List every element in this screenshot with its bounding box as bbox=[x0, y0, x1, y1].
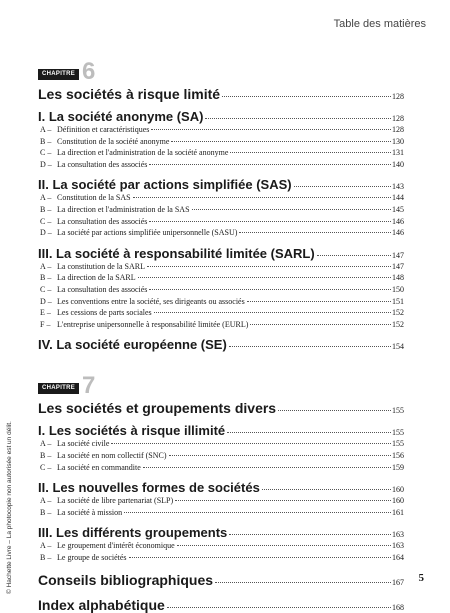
section-entry-label: III. La société à responsabilité limitée (SARL) bbox=[38, 245, 315, 261]
section-entry[interactable] bbox=[38, 525, 404, 540]
page-ref: 147 bbox=[392, 250, 404, 260]
section-entry-label: IV. La société européenne (SE) bbox=[38, 337, 227, 353]
page-ref: 155 bbox=[392, 406, 404, 416]
page-number: 5 bbox=[418, 572, 424, 584]
subsection-entry[interactable] bbox=[38, 540, 404, 552]
item-letter: D – bbox=[40, 296, 52, 306]
item-letter: A – bbox=[40, 541, 52, 551]
section-entry-label: II. La société par actions simplifiée (SAS) bbox=[38, 177, 292, 193]
subsection-entry-label bbox=[40, 450, 167, 462]
subsection-entry-label bbox=[40, 507, 122, 519]
page-ref: 130 bbox=[392, 136, 404, 146]
subsection-entry-label bbox=[40, 495, 173, 507]
dot-leader bbox=[175, 500, 391, 501]
subsection-entry[interactable] bbox=[38, 462, 404, 474]
page-ref: 164 bbox=[392, 552, 404, 562]
item-letter: B – bbox=[40, 136, 52, 146]
item-text: Le groupe de sociétés bbox=[57, 552, 127, 562]
item-letter: A – bbox=[40, 193, 52, 203]
subsection-entry-label bbox=[40, 124, 149, 136]
dot-leader bbox=[149, 221, 391, 222]
item-letter: C – bbox=[40, 148, 52, 158]
item-text: La société à mission bbox=[57, 507, 123, 517]
item-letter: F – bbox=[40, 319, 51, 329]
item-text: La direction et l'administration de la SAS bbox=[57, 204, 190, 214]
section-entry-label: III. Les différents groupements bbox=[38, 525, 228, 541]
dot-leader bbox=[250, 324, 391, 325]
item-text: La société en commandite bbox=[57, 462, 141, 472]
section-entry[interactable] bbox=[38, 177, 404, 192]
page-ref: 163 bbox=[392, 541, 404, 551]
copyright-notice: © Hachette Livre – La photocopie non autorisée est un délit. bbox=[6, 421, 13, 594]
dot-leader bbox=[138, 277, 391, 278]
dot-leader bbox=[154, 312, 391, 313]
subsection-entry-label bbox=[40, 192, 131, 204]
subsection-entry-label bbox=[40, 159, 147, 171]
page-ref: 160 bbox=[392, 485, 404, 495]
subsection-entry-label bbox=[40, 296, 245, 308]
dot-leader bbox=[229, 534, 391, 535]
running-header: Table des matières bbox=[333, 18, 426, 30]
item-letter: A – bbox=[40, 496, 52, 506]
dot-leader bbox=[129, 557, 391, 558]
dot-leader bbox=[149, 289, 391, 290]
appendix-entry-label: Index alphabétique bbox=[38, 597, 165, 613]
page-ref: 146 bbox=[392, 228, 404, 238]
item-letter: B – bbox=[40, 507, 52, 517]
section-entry-label: I. Les sociétés à risque illimité bbox=[38, 423, 226, 439]
subsection-entry[interactable] bbox=[38, 438, 404, 450]
dot-leader bbox=[317, 255, 391, 256]
page-ref: 151 bbox=[392, 296, 404, 306]
subsection-entry-label bbox=[40, 261, 145, 273]
subsection-entry-label bbox=[40, 462, 141, 474]
chapter-heading bbox=[38, 58, 404, 85]
subsection-entry-label bbox=[40, 552, 127, 564]
item-letter: A – bbox=[40, 125, 52, 134]
item-letter: A – bbox=[40, 439, 52, 449]
section-entry[interactable] bbox=[38, 109, 404, 124]
item-text: La direction de la SARL bbox=[57, 273, 136, 283]
dot-leader bbox=[230, 152, 391, 153]
item-text: La société en nom collectif (SNC) bbox=[57, 450, 167, 460]
item-text: La direction et l'administration de la société anonyme bbox=[57, 148, 229, 158]
page-ref: 152 bbox=[392, 308, 404, 318]
subsection-entry[interactable] bbox=[38, 552, 404, 564]
table-of-contents bbox=[38, 58, 404, 613]
subsection-entry[interactable] bbox=[38, 307, 404, 319]
dot-leader bbox=[143, 467, 391, 468]
subsection-entry[interactable] bbox=[38, 261, 404, 273]
dot-leader bbox=[171, 141, 391, 142]
page-ref: 159 bbox=[392, 462, 404, 472]
dot-leader bbox=[192, 209, 391, 210]
subsection-entry-label bbox=[40, 319, 248, 331]
dot-leader bbox=[167, 607, 391, 608]
dot-leader bbox=[124, 512, 391, 513]
item-letter: C – bbox=[40, 462, 52, 472]
item-text: La constitution de la SARL bbox=[57, 261, 145, 271]
item-text: La société civile bbox=[57, 439, 110, 449]
subsection-entry[interactable] bbox=[38, 192, 404, 204]
dot-leader bbox=[227, 432, 391, 433]
page-ref: 161 bbox=[392, 507, 404, 517]
item-letter: D – bbox=[40, 159, 52, 169]
item-text: Les conventions entre la société, ses dirigeants ou associés bbox=[57, 296, 245, 306]
page-ref: 147 bbox=[392, 261, 404, 271]
item-text: L'entreprise unipersonnelle à responsabilité limitée (EURL) bbox=[57, 319, 249, 329]
subsection-entry[interactable] bbox=[38, 272, 404, 284]
item-text: Définition et caractéristiques bbox=[57, 125, 150, 134]
page-ref: 152 bbox=[392, 319, 404, 329]
subsection-entry-label bbox=[40, 147, 228, 159]
page-ref: 145 bbox=[392, 204, 404, 214]
item-text: Constitution de la SAS bbox=[57, 193, 131, 203]
subsection-entry[interactable] bbox=[38, 450, 404, 462]
dot-leader bbox=[294, 186, 391, 187]
page-ref: 168 bbox=[392, 603, 404, 613]
page-ref: 156 bbox=[392, 450, 404, 460]
subsection-entry[interactable] bbox=[38, 495, 404, 507]
item-letter: A – bbox=[40, 261, 52, 271]
dot-leader bbox=[205, 118, 391, 119]
page-ref: 131 bbox=[392, 148, 404, 158]
item-letter: B – bbox=[40, 552, 52, 562]
subsection-entry-label bbox=[40, 227, 237, 239]
dot-leader bbox=[229, 346, 391, 347]
subsection-entry-label bbox=[40, 272, 136, 284]
chapter-badge: CHAPITRE bbox=[38, 69, 79, 80]
page-ref: 154 bbox=[392, 342, 404, 352]
subsection-entry[interactable] bbox=[38, 227, 404, 239]
item-letter: C – bbox=[40, 284, 52, 294]
page-ref: 140 bbox=[392, 159, 404, 169]
item-letter: B – bbox=[40, 273, 52, 283]
page-ref: 160 bbox=[392, 496, 404, 506]
subsection-entry-label bbox=[40, 540, 175, 552]
subsection-entry[interactable] bbox=[38, 284, 404, 296]
item-letter: B – bbox=[40, 204, 52, 214]
dot-leader bbox=[147, 266, 391, 267]
page-ref: 143 bbox=[392, 182, 404, 192]
item-letter: E – bbox=[40, 308, 51, 318]
section-entry[interactable] bbox=[38, 480, 404, 495]
section-entry-label: I. La société anonyme (SA) bbox=[38, 109, 204, 124]
dot-leader bbox=[133, 197, 391, 198]
dot-leader bbox=[247, 301, 391, 302]
page-ref: 144 bbox=[392, 193, 404, 203]
page-ref: 163 bbox=[392, 530, 404, 540]
dot-leader bbox=[111, 443, 391, 444]
dot-leader bbox=[149, 164, 391, 165]
item-letter: B – bbox=[40, 450, 52, 460]
chapter-number: 7 bbox=[82, 372, 96, 400]
section-entry[interactable] bbox=[38, 246, 404, 261]
dot-leader bbox=[278, 410, 391, 411]
subsection-entry-label bbox=[40, 438, 109, 450]
dot-leader bbox=[222, 96, 391, 97]
subsection-entry[interactable] bbox=[38, 216, 404, 228]
item-text: La société par actions simplifiée unipersonnelle (SASU) bbox=[57, 228, 238, 238]
item-text: La consultation des associés bbox=[57, 216, 148, 226]
dot-leader bbox=[177, 545, 391, 546]
item-text: La consultation des associés bbox=[57, 159, 148, 169]
appendix-entry[interactable] bbox=[38, 572, 404, 588]
subsection-entry[interactable] bbox=[38, 136, 404, 148]
item-text: Les cessions de parts sociales bbox=[57, 308, 152, 318]
subsection-entry-label bbox=[40, 307, 152, 319]
item-text: Le groupement d'intérêt économique bbox=[57, 541, 175, 551]
section-entry[interactable] bbox=[38, 423, 404, 438]
chapter-title[interactable] bbox=[38, 400, 404, 416]
subsection-entry-label bbox=[40, 136, 169, 148]
chapter-title-label: Les sociétés à risque limité bbox=[38, 86, 221, 102]
subsection-entry[interactable] bbox=[38, 147, 404, 159]
subsection-entry[interactable] bbox=[38, 159, 404, 171]
chapter-title[interactable] bbox=[38, 86, 404, 102]
page-ref: 128 bbox=[392, 125, 404, 134]
subsection-entry-label bbox=[40, 204, 190, 216]
chapter-heading bbox=[38, 372, 404, 400]
subsection-entry[interactable] bbox=[38, 319, 404, 331]
page-ref: 146 bbox=[392, 216, 404, 226]
subsection-entry-label bbox=[40, 216, 147, 228]
dot-leader bbox=[169, 455, 391, 456]
chapter-number: 6 bbox=[82, 58, 96, 85]
dot-leader bbox=[215, 582, 391, 583]
section-entry-label: II. Les nouvelles formes de sociétés bbox=[38, 480, 260, 496]
page-ref: 155 bbox=[392, 439, 404, 449]
subsection-entry[interactable] bbox=[38, 296, 404, 308]
page-ref: 155 bbox=[392, 428, 404, 438]
item-text: La consultation des associés bbox=[57, 284, 148, 294]
dot-leader bbox=[151, 129, 391, 130]
chapter-title-label: Les sociétés et groupements divers bbox=[38, 400, 277, 417]
dot-leader bbox=[262, 489, 391, 490]
item-text: La société de libre partenariat (SLP) bbox=[57, 496, 174, 506]
item-text: Constitution de la société anonyme bbox=[57, 136, 170, 146]
item-letter: D – bbox=[40, 228, 52, 238]
item-letter: C – bbox=[40, 216, 52, 226]
page-ref: 148 bbox=[392, 273, 404, 283]
chapter-badge: CHAPITRE bbox=[38, 383, 79, 394]
subsection-entry[interactable] bbox=[38, 204, 404, 216]
subsection-entry[interactable] bbox=[38, 124, 404, 136]
dot-leader bbox=[239, 232, 391, 233]
page-ref: 128 bbox=[392, 114, 404, 123]
page-ref: 150 bbox=[392, 284, 404, 294]
page-ref: 128 bbox=[392, 92, 404, 101]
page-ref: 167 bbox=[392, 578, 404, 588]
appendix-entry-label: Conseils bibliographiques bbox=[38, 572, 214, 589]
appendix-entry[interactable] bbox=[38, 597, 404, 613]
subsection-entry[interactable] bbox=[38, 507, 404, 519]
section-entry[interactable] bbox=[38, 337, 404, 352]
subsection-entry-label bbox=[40, 284, 147, 296]
